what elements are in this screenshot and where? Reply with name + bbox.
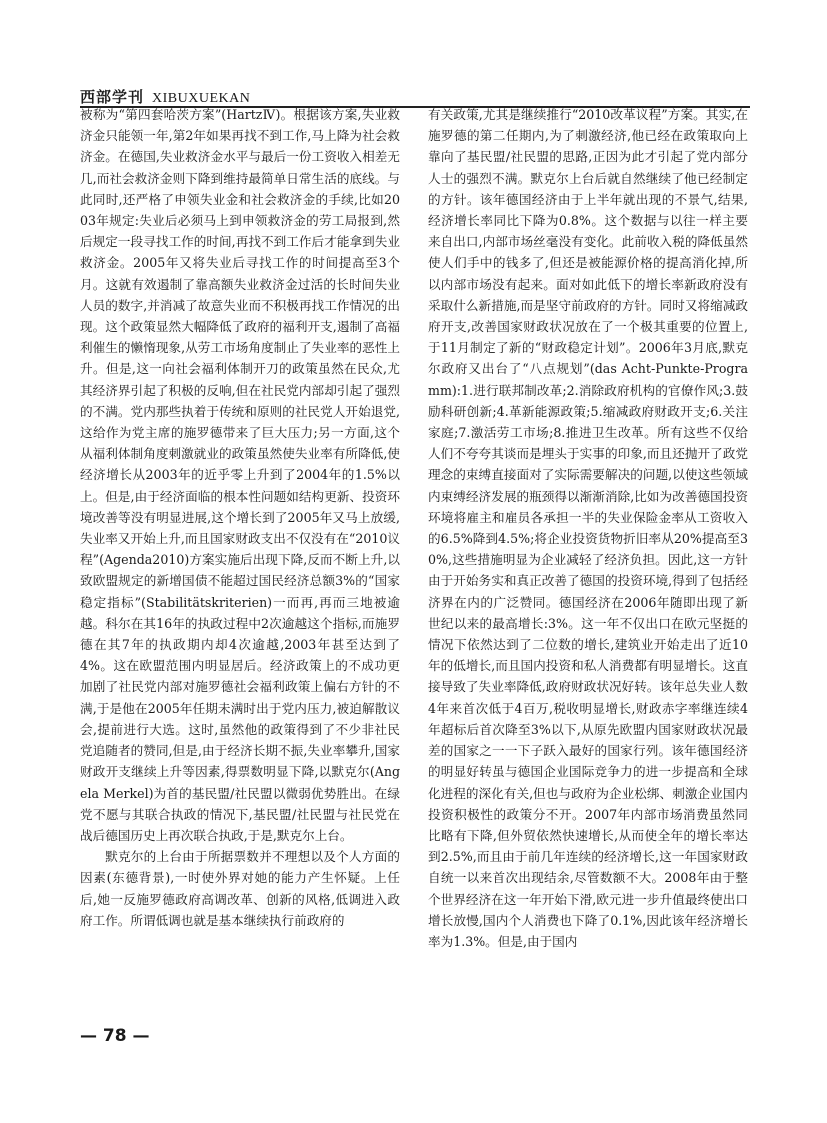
journal-title-cn: 西部学刊 (80, 88, 145, 106)
paragraph: 被称为“第四套哈茨方案”(HartzⅣ)。根据该方案,失业救济金只能领一年,第2年如果再找不到工作,马上降为社会救济金。在德国,失业救济金水平与最后一份工资收入相差无几,而社会救济金则下降到维持最简单日常生活的底线。与此同时,还严格了申领失业金和社会救济金的手续,比如2003年规定:失业后必须马上到申领救济金的劳工局报到,然后规定一段寻找工作的时间,再找不到工作后才能拿到失业救济金。2005年又将失业后寻找工作的时间提高至3个月。这就有效遏制了靠高额失业救济金过活的长时间失业人员的数字,并消减了故意失业而不积极再找工作情况的出现。这个政策显然大幅降低了政府的福利开支,遏制了高福利催生的懒惰现象,从劳工市场角度制止了失业率的恶性上升。但是,这一向社会福利体制开刀的政策虽然在民众,尤其经济界引起了积极的反响,但在社民党内部却引起了强烈的不满。党内那些执着于传统和原则的社民党人开始退党,这给作为党主席的施罗德带来了巨大压力;另一方面,这个从福利体制角度刺激就业的政策虽然使失业率有所降低,使经济增长从2003年的近乎零上升到了2004年的1.5%以上。但是,由于经济面临的根本性问题如结构更新、投资环境改善等没有明显进展,这个增长到了2005年又马上放缓,失业率又开始上升,而且国家财政支出不仅没有在“2010议程”(Agenda2010)方案实施后出现下降,反而不断上升,以致欧盟规定的新增国债不能超过国民经济总额3%的“国家稳定指标”(Stabilitätskriterien)一而再,再而三地被逾越。科尔在其16年的执政过程中2次逾越这个指标,而施罗德在其7年的执政期内却4次逾越,2003年甚至达到了4%。这在欧盟范围内明显居后。经济政策上的不成功更加剧了社民党内部对施罗德社会福利政策上偏右方针的不满,于是他在2005年任期未满时出于党内压力,被迫解散议会,提前进行大选。这时,虽然他的政策得到了不少非社民党追随者的赞同,但是,由于经济长期不振,失业率攀升,国家财政开支继续上升等因素,得票数明显下降,以默克尔(Angela Merkel)为首的基民盟/社民盟以微弱优势胜出。在绿党不愿与其联合执政的情况下,基民盟/社民盟与社民党在战后德国历史上再次联合执政,于是,默克尔上台。 (80, 107, 400, 843)
paragraph: 默克尔的上台由于所据票数并不理想以及个人方面的因素(东德背景),一时使外界对她的能力产生怀疑。上任后,她一反施罗德政府高调改革、创新的风格,低调进入政府工作。所谓低调也就是基本继续执行前政府的 (80, 849, 400, 928)
left-column (80, 104, 400, 1014)
page-number: — 78 — (80, 1026, 150, 1046)
paragraph: 有关政策,尤其是继续推行“2010改革议程”方案。其实,在施罗德的第二任期内,为了刺激经济,他已经在政策取向上靠向了基民盟/社民盟的思路,正因为此才引起了党内部分人士的强烈不满。默克尔上台后就自然继续了他已经制定的方针。该年德国经济由于上半年就出现的不景气,结果,经济增长率同比下降为0.8%。这个数据与以往一样主要来自出口,内部市场丝毫没有变化。此前收入税的降低虽然使人们手中的钱多了,但还是被能源价格的提高消化掉,所以内部市场没有起来。面对如此低下的增长率新政府没有采取什么新措施,而是坚守前政府的方针。同时又将缩减政府开支,改善国家财政状况放在了一个极其重要的位置上,于11月制定了新的“财政稳定计划”。2006年3月底,默克尔政府又出台了“八点规划”(das Acht-Punkte-Programm):1.进行联邦制改革;2.消除政府机构的官僚作风;3.鼓励科研创新;4.革新能源政策;5.缩减政府财政开支;6.关注家庭;7.激活劳工市场;8.推进卫生改革。所有这些不仅给人们不夸夸其谈而是埋头于实事的印象,而且还抛开了政党理念的束缚直接面对了实际需要解决的问题,以使这些领域内束缚经济发展的瓶颈得以渐渐消除,比如为改善德国投资环境将雇主和雇员各承担一半的失业保险金率从工资收入的6.5%降到4.5%;将企业投资货物折旧率从20%提高至30%,这些措施明显为企业减轻了经济负担。因此,这一方针由于开始务实和真正改善了德国的投资环境,得到了包括经济界在内的广泛赞同。德国经济在2006年随即出现了新世纪以来的最高增长:3%。这一年不仅出口在欧元坚挺的情况下依然达到了二位数的增长,建筑业开始走出了近10年的低增长,而且国内投资和私人消费都有明显增长。这直接导致了失业率降低,政府财政状况好转。该年总失业人数4年来首次低于4百万,税收明显增长,财政赤字率继连续4年超标后首次降至3%以下,从原先欧盟内国家财政状况最差的国家之一一下子跃入最好的国家行列。该年德国经济的明显好转虽与德国企业国际竞争力的进一步提高和全球化进程的深化有关,但也与政府为企业松绑、刺激企业国内投资积极性的政策分不开。2007年内部市场消费虽然同比略有下降,但外贸依然快速增长,从而使全年的增长率达到2.5%,而且由于前几年连续的经济增长,这一年国家财政自统一以来首次出现结余,尽管数额不大。2008年由于整个世界经济在这一年开始下滑,欧元进一步升值最终使出口增长放慢,国内个人消费也下降了0.1%,因此该年经济增长率为1.3%。但是,由于国内 (428, 107, 748, 949)
running-header (80, 86, 750, 106)
right-column (428, 104, 748, 1014)
journal-title-en: XIBUXUEKAN (152, 91, 251, 106)
